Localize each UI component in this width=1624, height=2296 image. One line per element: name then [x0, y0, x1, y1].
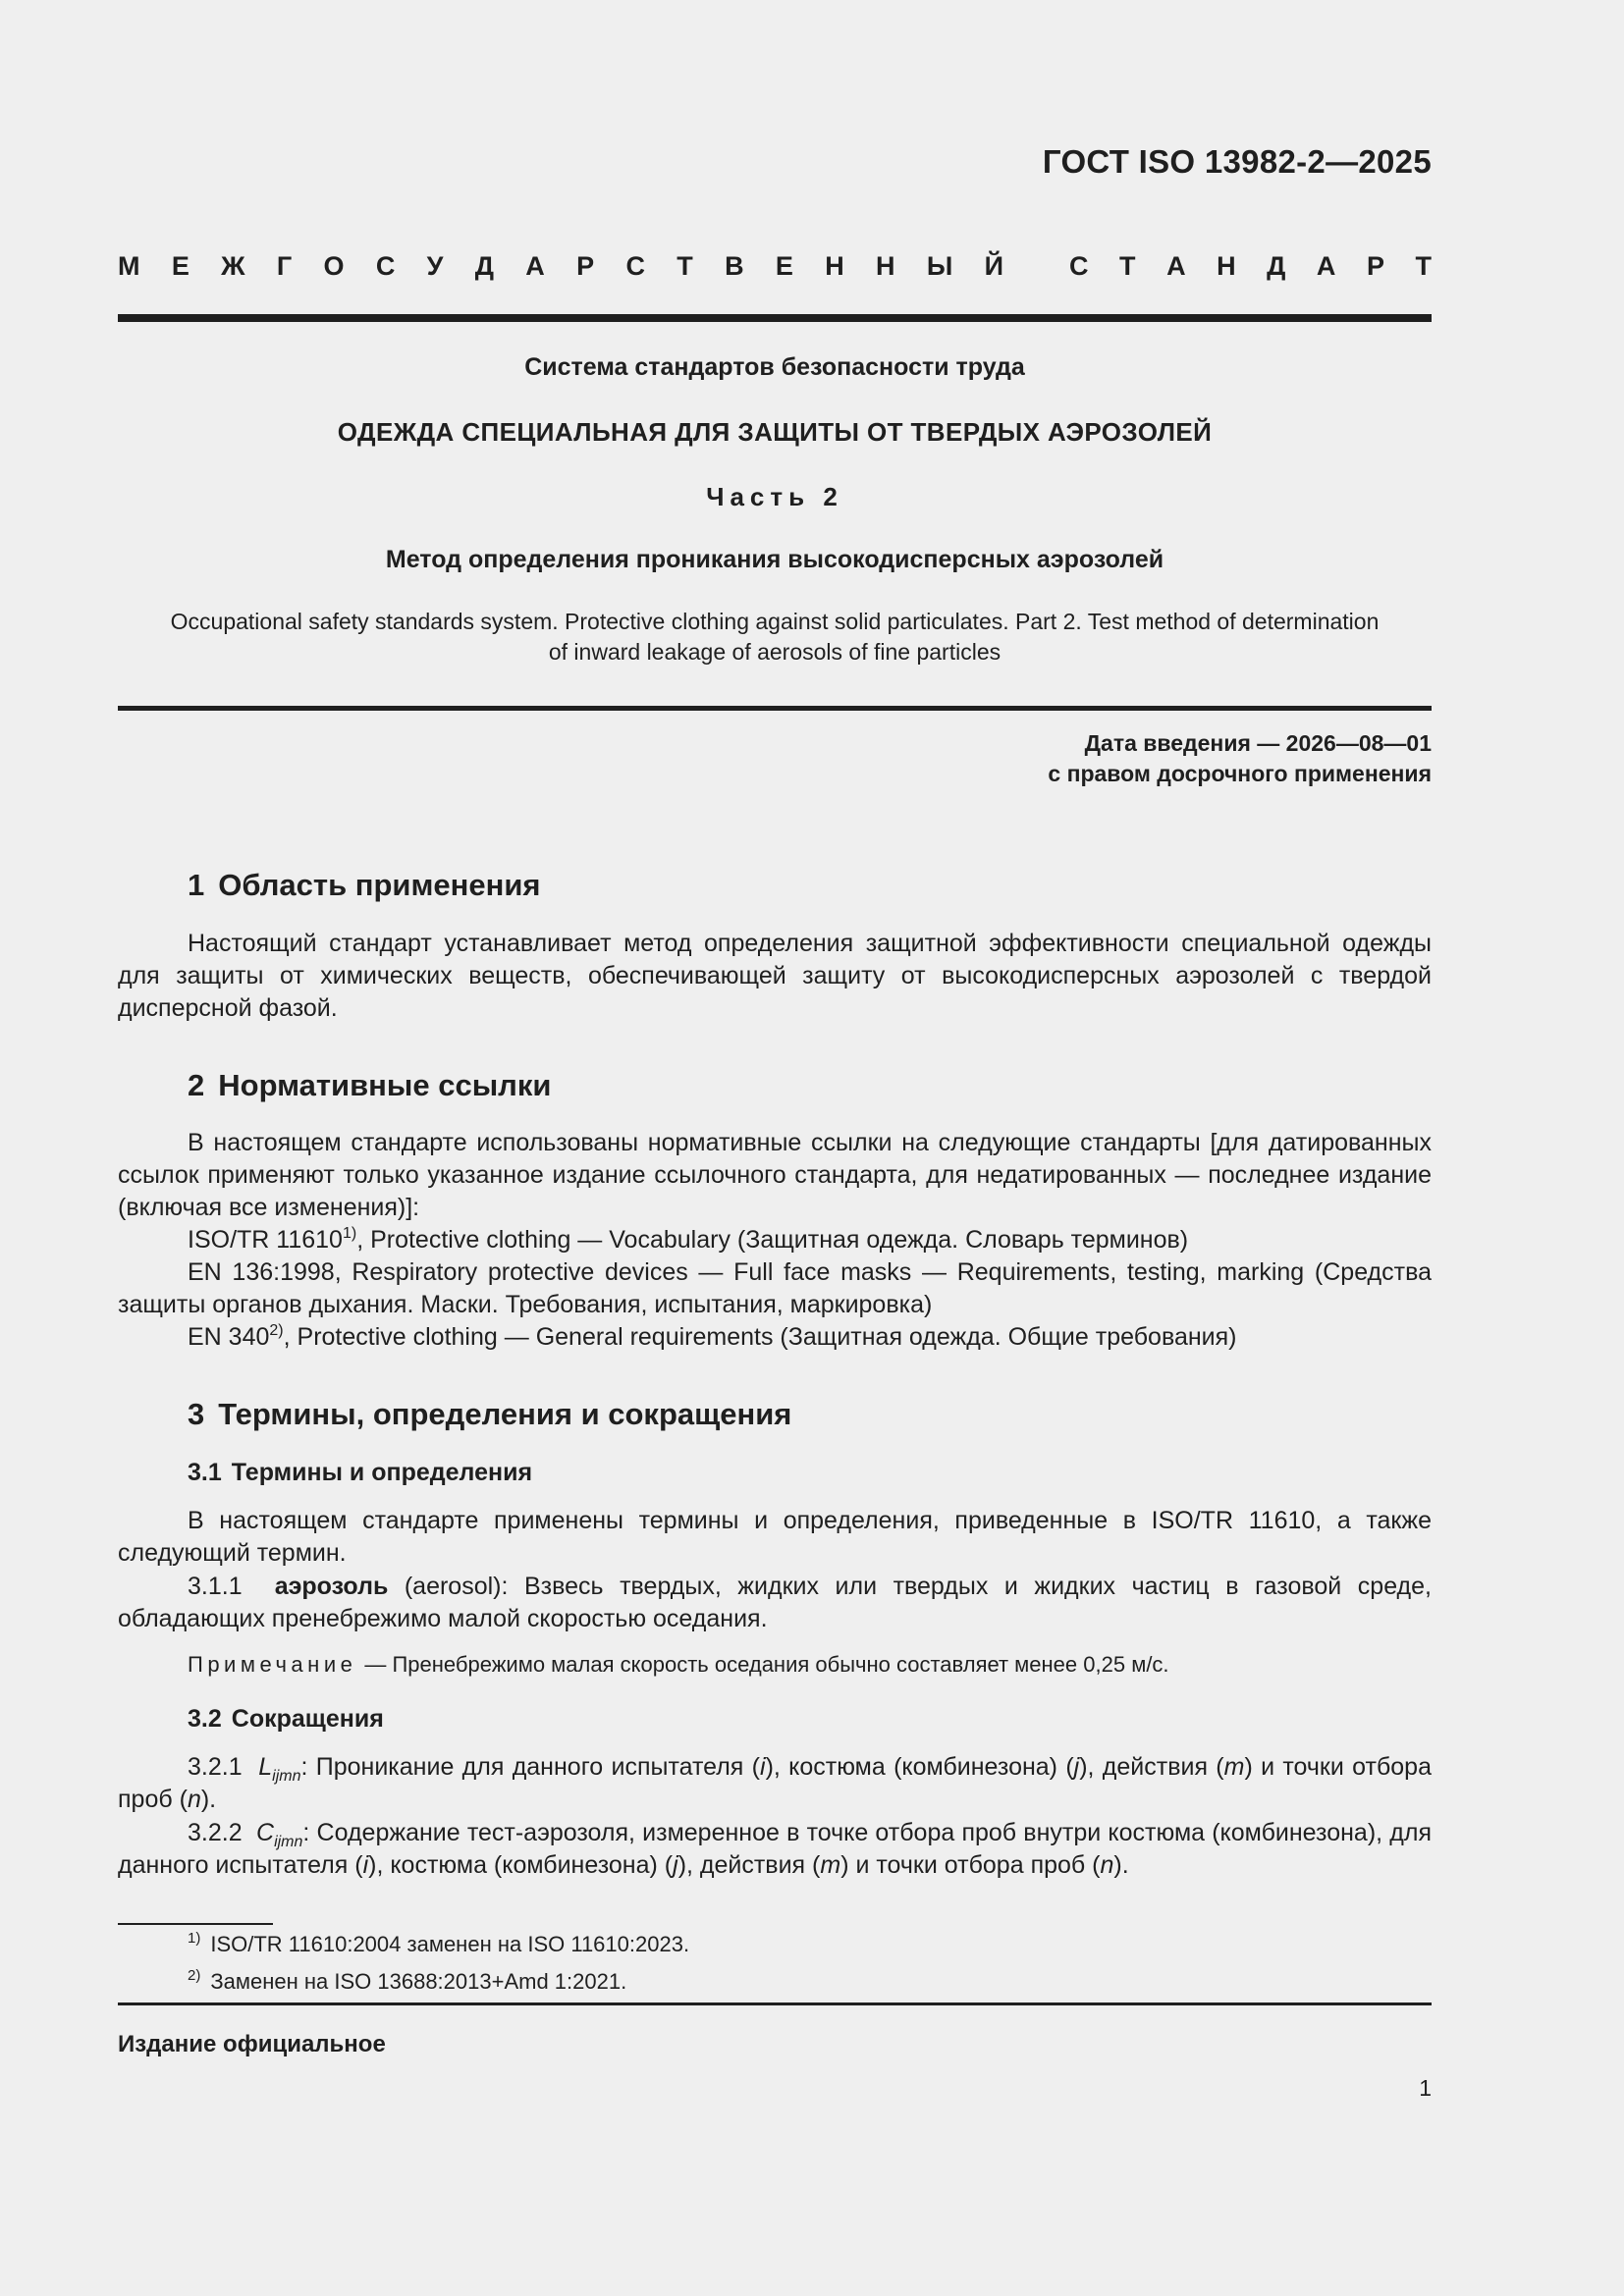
header-word-interstate: М Е Ж Г О С У Д А Р С Т В Е Н Н Ы Й [118, 251, 1003, 281]
footnote-separator [118, 1923, 273, 1925]
reference-en-136: EN 136:1998, Respiratory protective devices — Full face masks — Requirements, testing, marking (Средства защиты органов дыхания. Маски. Требования, испытания, маркировка) [118, 1258, 1432, 1318]
footnote-1: $^{1)}$ ISO/TR 11610:2004 заменен на ISO 11610:2023. [188, 1930, 690, 1956]
document-number: ГОСТ ISO 13982-2—2025 [1042, 143, 1432, 180]
title-english: Occupational safety standards system. Protective clothing against solid particulates. Part 2. Test method of determination of inward leakage of aerosols of fine particles [170, 609, 1380, 665]
title-system: Система стандартов безопасности труда [524, 353, 1025, 381]
section-3-heading: 3 Термины, определения и сокращения [188, 1397, 792, 1431]
introduction-date: Дата введения — 2026—08—01 с правом досрочного применения [1048, 730, 1432, 786]
subsection-3-2-heading: 3.2 Сокращения [188, 1705, 384, 1733]
page-number: 1 [1419, 2075, 1432, 2101]
title-method: Метод определения проникания высокодисперсных аэрозолей [385, 546, 1164, 573]
section-1-text: Настоящий стандарт устанавливает метод определения защитной эффективности специальной одежды для защиты от химических веществ, обеспечивающей защиту от высокодисперсных аэрозолей с твердой дисперсной фазой. [118, 930, 1432, 1022]
abbreviation-c-ijmn: 3.2.2 $C_{ijmn}$: Содержание тест-аэрозоля, измеренное в точке отбора проб внутри костюма (комбинезона), для данного испытателя (i), костюма (комбинезона) (j), действия (m) и точки отбора проб (n). [118, 1819, 1432, 1879]
note: Примечание — Пренебрежимо малая скорость оседания обычно составляет менее 0,25 м/с. [188, 1652, 1169, 1677]
abbreviation-l-ijmn: 3.2.1 $L_{ijmn}$: Проникание для данного испытателя (i), костюма (комбинезона) (j), действия (m) и точки отбора проб (n). [118, 1753, 1432, 1813]
title-part: Часть 2 [706, 482, 843, 511]
section-2-text: В настоящем стандарте использованы нормативные ссылки на следующие стандарты [для датированных ссылок применяют только указанное издание ссылочного стандарта, для недатированных — последнее издание (включая все изменения)]: [118, 1129, 1432, 1221]
header-rule [118, 314, 1432, 322]
title-rule [118, 706, 1432, 711]
subsection-3-1-heading: 3.1 Термины и определения [188, 1459, 533, 1486]
header-word-standard: С Т А Н Д А Р Т [1069, 251, 1432, 281]
title-main: ОДЕЖДА СПЕЦИАЛЬНАЯ ДЛЯ ЗАЩИТЫ ОТ ТВЕРДЫХ АЭРОЗОЛЕЙ [337, 417, 1213, 447]
term-aerosol: 3.1.1 аэрозоль (aerosol): Взвесь твердых, жидких или твердых и жидких частиц в газовой среде, обладающих пренебрежимо малой скоростью оседания. [118, 1573, 1432, 1632]
section-2-heading: 2 Нормативные ссылки [188, 1068, 552, 1102]
official-edition-label: Издание официальное [118, 2031, 386, 2057]
subsection-3-1-text: В настоящем стандарте применены термины и определения, приведенные в ISO/TR 11610, а также следующий термин. [118, 1507, 1432, 1567]
interstate-standard-header [118, 251, 1432, 282]
reference-en-340: EN 340$^{2)}$, Protective clothing — General requirements (Защитная одежда. Общие требования) [188, 1322, 1237, 1351]
section-1-heading: 1 Область применения [188, 868, 541, 902]
footnote-2: $^{2)}$ Заменен на ISO 13688:2013+Amd 1:2021. [188, 1967, 627, 1994]
footer-rule [118, 2002, 1432, 2005]
reference-iso-tr-11610: ISO/TR 11610$^{1)}$, Protective clothing — Vocabulary (Защитная одежда. Словарь терминов) [188, 1225, 1189, 1254]
